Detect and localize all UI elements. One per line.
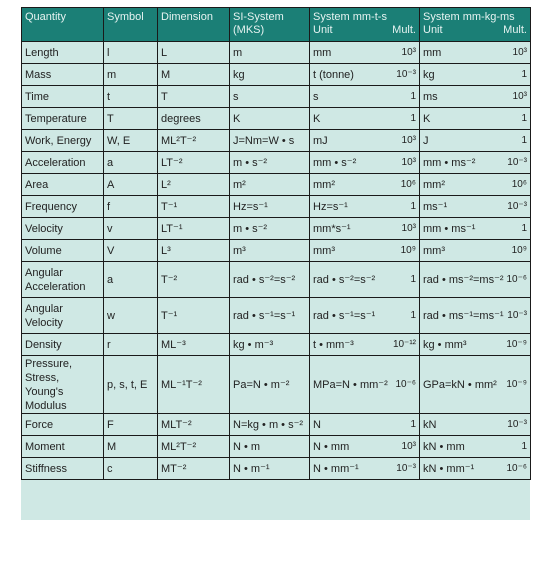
cell-mm-kg-ms: GPa=kN • mm² 10⁻⁹ — [420, 356, 531, 414]
table-row — [22, 196, 531, 218]
cell-dimension: ML⁻³ — [158, 334, 230, 356]
cell-mm-t-s: N • mm⁻¹ 10⁻³ — [310, 458, 420, 480]
cell-symbol: F — [104, 414, 158, 436]
cell-dimension: ML²T⁻² — [158, 436, 230, 458]
cell-quantity: Temperature — [22, 108, 104, 130]
cell-mm-t-s: N 1 — [310, 414, 420, 436]
cell-mm-kg-ms: mm • ms⁻¹ 1 — [420, 218, 531, 240]
cell-mm-t-s: N • mm 10³ — [310, 436, 420, 458]
table-row — [22, 174, 531, 196]
cell-quantity: Length — [22, 42, 104, 64]
cell-mm-kg-ms: mm³ 10⁹ — [420, 240, 531, 262]
units-table-container — [21, 7, 530, 520]
cell-si-unit: m — [230, 42, 310, 64]
units-table — [21, 7, 531, 480]
cell-mm-kg-ms: mm² 10⁶ — [420, 174, 531, 196]
table-body — [22, 42, 531, 480]
table-row — [22, 64, 531, 86]
table-row — [22, 334, 531, 356]
cell-symbol: r — [104, 334, 158, 356]
cell-symbol: w — [104, 298, 158, 334]
cell-mm-t-s: mm*s⁻¹ 10³ — [310, 218, 420, 240]
cell-dimension: MT⁻² — [158, 458, 230, 480]
header-quantity: Quantity — [22, 8, 104, 42]
cell-dimension: T⁻² — [158, 262, 230, 298]
cell-si-unit: rad • s⁻¹=s⁻¹ — [230, 298, 310, 334]
cell-symbol: a — [104, 262, 158, 298]
cell-mm-kg-ms: kN 10⁻³ — [420, 414, 531, 436]
cell-si-unit: s — [230, 86, 310, 108]
cell-dimension: M — [158, 64, 230, 86]
cell-mm-kg-ms: kN • mm⁻¹ 10⁻⁶ — [420, 458, 531, 480]
cell-quantity: Frequency — [22, 196, 104, 218]
cell-si-unit: J=Nm=W • s — [230, 130, 310, 152]
table-row — [22, 262, 531, 298]
header-symbol: Symbol — [104, 8, 158, 42]
cell-symbol: p, s, t, E — [104, 356, 158, 414]
cell-quantity: Force — [22, 414, 104, 436]
table-row — [22, 152, 531, 174]
cell-mm-kg-ms: kN • mm 1 — [420, 436, 531, 458]
cell-si-unit: m³ — [230, 240, 310, 262]
cell-si-unit: Pa=N • m⁻² — [230, 356, 310, 414]
cell-mm-t-s: mm 10³ — [310, 42, 420, 64]
cell-quantity: Density — [22, 334, 104, 356]
cell-symbol: f — [104, 196, 158, 218]
cell-dimension: MLT⁻² — [158, 414, 230, 436]
table-row — [22, 356, 531, 414]
cell-mm-kg-ms: ms⁻¹ 10⁻³ — [420, 196, 531, 218]
cell-symbol: v — [104, 218, 158, 240]
header-si-system: SI-System (MKS) — [230, 8, 310, 42]
header-mm-kg-ms: System mm-kg-ms Unit Mult. — [420, 8, 531, 42]
cell-mm-t-s: mJ 10³ — [310, 130, 420, 152]
cell-mm-t-s: t (tonne) 10⁻³ — [310, 64, 420, 86]
cell-si-unit: rad • s⁻²=s⁻² — [230, 262, 310, 298]
cell-dimension: T — [158, 86, 230, 108]
cell-si-unit: N • m — [230, 436, 310, 458]
cell-quantity: Area — [22, 174, 104, 196]
cell-mm-t-s: s 1 — [310, 86, 420, 108]
cell-quantity: Volume — [22, 240, 104, 262]
cell-mm-t-s: t • mm⁻³ 10⁻¹² — [310, 334, 420, 356]
header-row — [22, 8, 531, 42]
cell-dimension: L² — [158, 174, 230, 196]
cell-quantity: Moment — [22, 436, 104, 458]
cell-si-unit: N=kg • m • s⁻² — [230, 414, 310, 436]
cell-dimension: T⁻¹ — [158, 298, 230, 334]
cell-mm-t-s: MPa=N • mm⁻² 10⁻⁶ — [310, 356, 420, 414]
cell-symbol: W, E — [104, 130, 158, 152]
cell-mm-t-s: Hz=s⁻¹ 1 — [310, 196, 420, 218]
cell-symbol: c — [104, 458, 158, 480]
cell-symbol: T — [104, 108, 158, 130]
cell-mm-t-s: K 1 — [310, 108, 420, 130]
cell-dimension: LT⁻² — [158, 152, 230, 174]
table-row — [22, 414, 531, 436]
cell-mm-t-s: rad • s⁻²=s⁻² 1 — [310, 262, 420, 298]
cell-symbol: M — [104, 436, 158, 458]
cell-si-unit: m² — [230, 174, 310, 196]
cell-mm-kg-ms: J 1 — [420, 130, 531, 152]
cell-dimension: ML²T⁻² — [158, 130, 230, 152]
cell-mm-kg-ms: kg • mm³ 10⁻⁹ — [420, 334, 531, 356]
cell-dimension: LT⁻¹ — [158, 218, 230, 240]
cell-quantity: Angular Velocity — [22, 298, 104, 334]
cell-si-unit: N • m⁻¹ — [230, 458, 310, 480]
cell-mm-kg-ms: kg 1 — [420, 64, 531, 86]
cell-quantity: Angular Acceleration — [22, 262, 104, 298]
cell-dimension: degrees — [158, 108, 230, 130]
cell-dimension: T⁻¹ — [158, 196, 230, 218]
table-row — [22, 42, 531, 64]
cell-symbol: a — [104, 152, 158, 174]
table-row — [22, 458, 531, 480]
cell-quantity: Acceleration — [22, 152, 104, 174]
cell-mm-kg-ms: mm 10³ — [420, 42, 531, 64]
cell-mm-kg-ms: rad • ms⁻²=ms⁻² 10⁻⁶ — [420, 262, 531, 298]
cell-symbol: V — [104, 240, 158, 262]
cell-quantity: Mass — [22, 64, 104, 86]
cell-mm-t-s: rad • s⁻¹=s⁻¹ 1 — [310, 298, 420, 334]
cell-si-unit: kg • m⁻³ — [230, 334, 310, 356]
table-row — [22, 108, 531, 130]
table-row — [22, 436, 531, 458]
cell-mm-t-s: mm • s⁻² 10³ — [310, 152, 420, 174]
header-mm-t-s: System mm-t-s Unit Mult. — [310, 8, 420, 42]
cell-si-unit: Hz=s⁻¹ — [230, 196, 310, 218]
table-row — [22, 130, 531, 152]
cell-mm-kg-ms: mm • ms⁻² 10⁻³ — [420, 152, 531, 174]
cell-mm-kg-ms: K 1 — [420, 108, 531, 130]
cell-quantity: Time — [22, 86, 104, 108]
cell-quantity: Pressure, Stress, Young's Modulus — [22, 356, 104, 414]
cell-symbol: m — [104, 64, 158, 86]
cell-dimension: L³ — [158, 240, 230, 262]
cell-mm-t-s: mm² 10⁶ — [310, 174, 420, 196]
cell-symbol: l — [104, 42, 158, 64]
cell-mm-kg-ms: ms 10³ — [420, 86, 531, 108]
cell-quantity: Velocity — [22, 218, 104, 240]
table-row — [22, 218, 531, 240]
cell-si-unit: K — [230, 108, 310, 130]
cell-mm-kg-ms: rad • ms⁻¹=ms⁻¹ 10⁻³ — [420, 298, 531, 334]
cell-mm-t-s: mm³ 10⁹ — [310, 240, 420, 262]
cell-quantity: Work, Energy — [22, 130, 104, 152]
header-dimension: Dimension — [158, 8, 230, 42]
table-row — [22, 298, 531, 334]
table-row — [22, 240, 531, 262]
cell-si-unit: kg — [230, 64, 310, 86]
table-row — [22, 86, 531, 108]
cell-symbol: t — [104, 86, 158, 108]
cell-dimension: L — [158, 42, 230, 64]
cell-si-unit: m • s⁻² — [230, 218, 310, 240]
cell-quantity: Stiffness — [22, 458, 104, 480]
cell-symbol: A — [104, 174, 158, 196]
cell-si-unit: m • s⁻² — [230, 152, 310, 174]
cell-dimension: ML⁻¹T⁻² — [158, 356, 230, 414]
